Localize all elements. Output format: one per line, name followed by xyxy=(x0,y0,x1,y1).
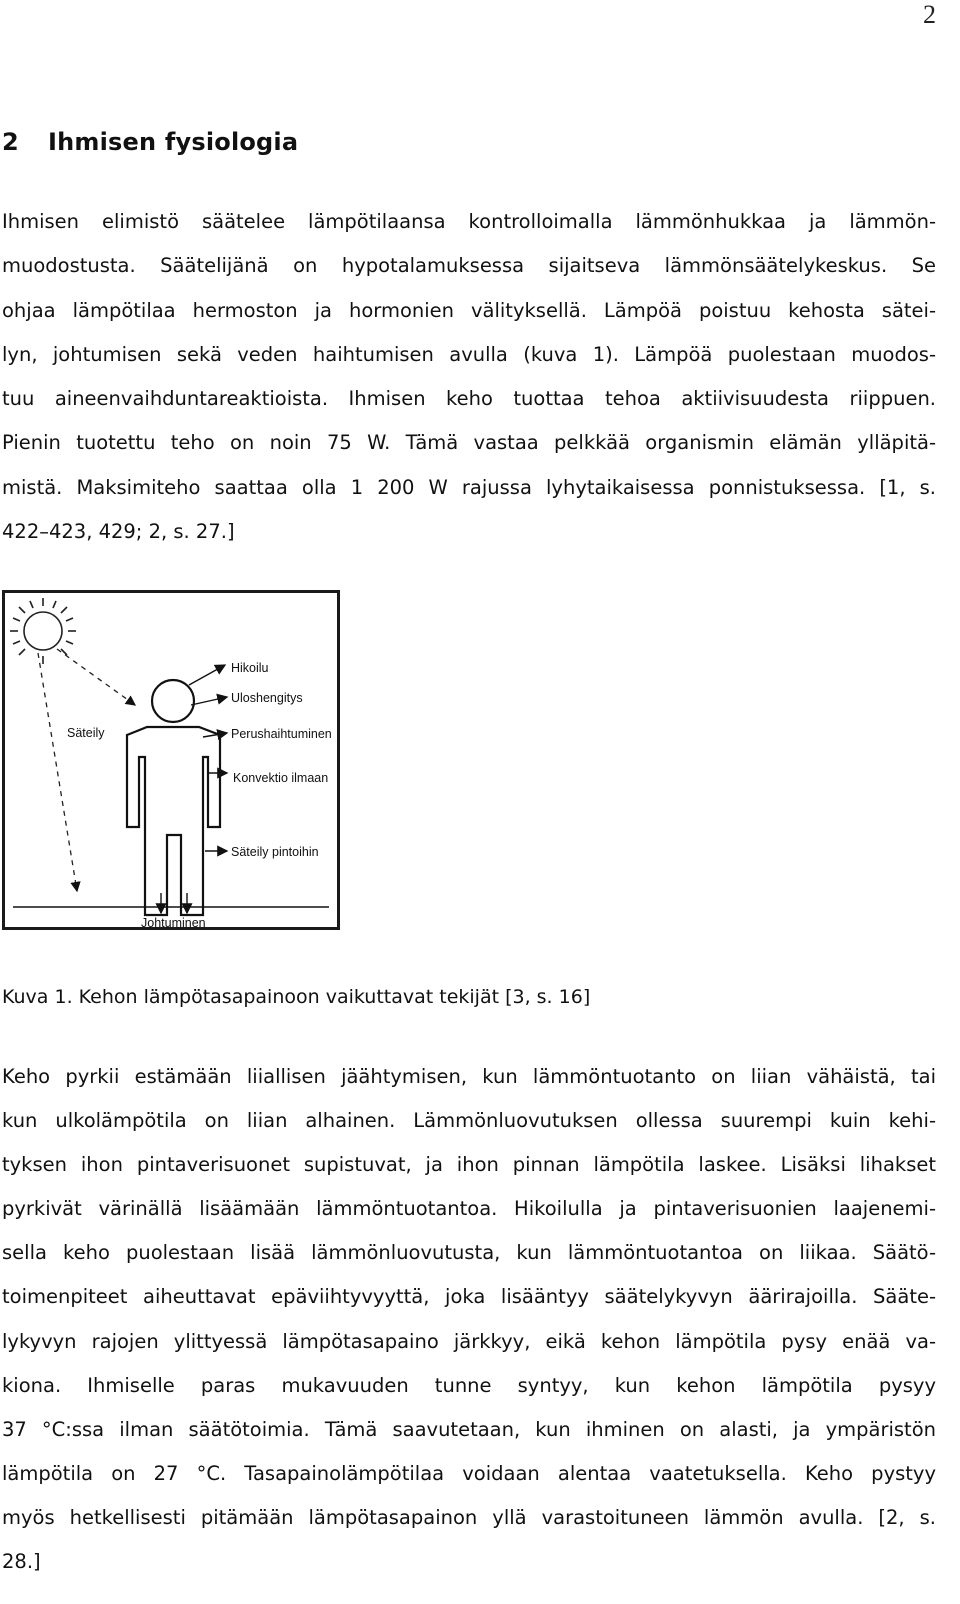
radiation-rays xyxy=(38,649,135,891)
heat-balance-figure xyxy=(2,590,340,930)
body-paragraph xyxy=(2,1055,936,1584)
section-title: Ihmisen fysiologia xyxy=(48,128,299,156)
figure-caption: Kuva 1. Kehon lämpötasapainoon vaikuttavat tekijät [3, s. 16] xyxy=(2,986,591,1008)
paragraph-line: kiona. Ihmiselle paras mukavuuden tunne syntyy, kun kehon lämpötila pysyy xyxy=(2,1373,936,1397)
paragraph-line: lyn, johtumisen sekä veden haihtumisen avulla (kuva 1). Lämpöä puolestaan muodos- xyxy=(2,342,936,366)
paragraph-line: 28.] xyxy=(2,1550,41,1574)
section-number: 2 xyxy=(2,128,19,156)
label-konvektio: Konvektio ilmaan xyxy=(233,771,329,785)
paragraph-line: Keho pyrkii estämään liiallisen jäähtymisen, kun lämmöntuotanto on liian vähäistä, tai xyxy=(2,1065,936,1088)
label-uloshengitys: Uloshengitys xyxy=(231,691,303,705)
paragraph-line: Pienin tuotettu teho on noin 75 W. Tämä vastaa pelkkää organismin elämän ylläpitä- xyxy=(2,431,936,455)
page-number: 2 xyxy=(923,0,936,29)
label-sateily: Säteily xyxy=(67,726,105,740)
conduction-arrows xyxy=(161,893,187,913)
paragraph-line: 422–423, 429; 2, s. 27.] xyxy=(2,520,235,544)
heat-balance-diagram xyxy=(5,593,337,927)
label-hikoilu: Hikoilu xyxy=(231,661,269,675)
label-sateily-pintoihin: Säteily pintoihin xyxy=(231,845,319,859)
label-perushaihtuminen: Perushaihtuminen xyxy=(231,727,332,741)
paragraph-line: 37 °C:ssa ilman säätötoimia. Tämä saavutetaan, kun ihminen on alasti, ja ympäristön xyxy=(2,1417,936,1441)
sun-icon xyxy=(10,598,76,664)
paragraph-line: lämpötila on 27 °C. Tasapainolämpötilaa voidaan alentaa vaatetuksella. Keho pystyy xyxy=(2,1461,936,1485)
paragraph-line: tuu aineenvaihduntareaktioista. Ihmisen keho tuottaa tehoa aktiivisuudesta riippuen. xyxy=(2,387,936,411)
paragraph-line: myös hetkellisesti pitämään lämpötasapainon yllä varastoituneen lämmön avulla. [2, s. xyxy=(2,1505,936,1529)
paragraph-line: toimenpiteet aiheuttavat epäviihtyvyyttä, joka lisääntyy säätelykyvyn äärirajoilla. Sääte- xyxy=(2,1285,936,1309)
paragraph-line: muodostusta. Säätelijänä on hypotalamuksessa sijaitseva lämmönsäätelykeskus. Se xyxy=(2,254,936,278)
paragraph-line: kun ulkolämpötila on liian alhainen. Lämmönluovutuksen ollessa suurempi kuin kehi- xyxy=(2,1109,936,1133)
paragraph-line: ohjaa lämpötilaa hermoston ja hormonien välityksellä. Lämpöä poistuu kehosta sätei- xyxy=(2,298,936,322)
paragraph-line: sella keho puolestaan lisää lämmönluovutusta, kun lämmöntuotantoa on liikaa. Säätö- xyxy=(2,1241,936,1265)
paragraph-line: pyrkivät värinällä lisäämään lämmöntuotantoa. Hikoilulla ja pintaverisuonien laajenemi- xyxy=(2,1197,936,1221)
paragraph-line: Ihmisen elimistö säätelee lämpötilaansa kontrolloimalla lämmönhukkaa ja lämmön- xyxy=(2,210,936,233)
paragraph-line: mistä. Maksimiteho saattaa olla 1 200 W rajussa lyhytaikaisessa ponnistuksessa. [1, s. xyxy=(2,475,936,499)
label-johtuminen: Johtuminen xyxy=(141,916,206,927)
paragraph-line: lykyvyn rajojen ylittyessä lämpötasapaino järkkyy, eikä kehon lämpötila pysy enää va- xyxy=(2,1329,936,1353)
section-heading xyxy=(2,128,298,156)
intro-paragraph xyxy=(2,200,936,554)
paragraph-line: tyksen ihon pintaverisuonet supistuvat, ja ihon pinnan lämpötila laskee. Lisäksi lihakset xyxy=(2,1153,936,1177)
person-figure xyxy=(127,680,220,915)
